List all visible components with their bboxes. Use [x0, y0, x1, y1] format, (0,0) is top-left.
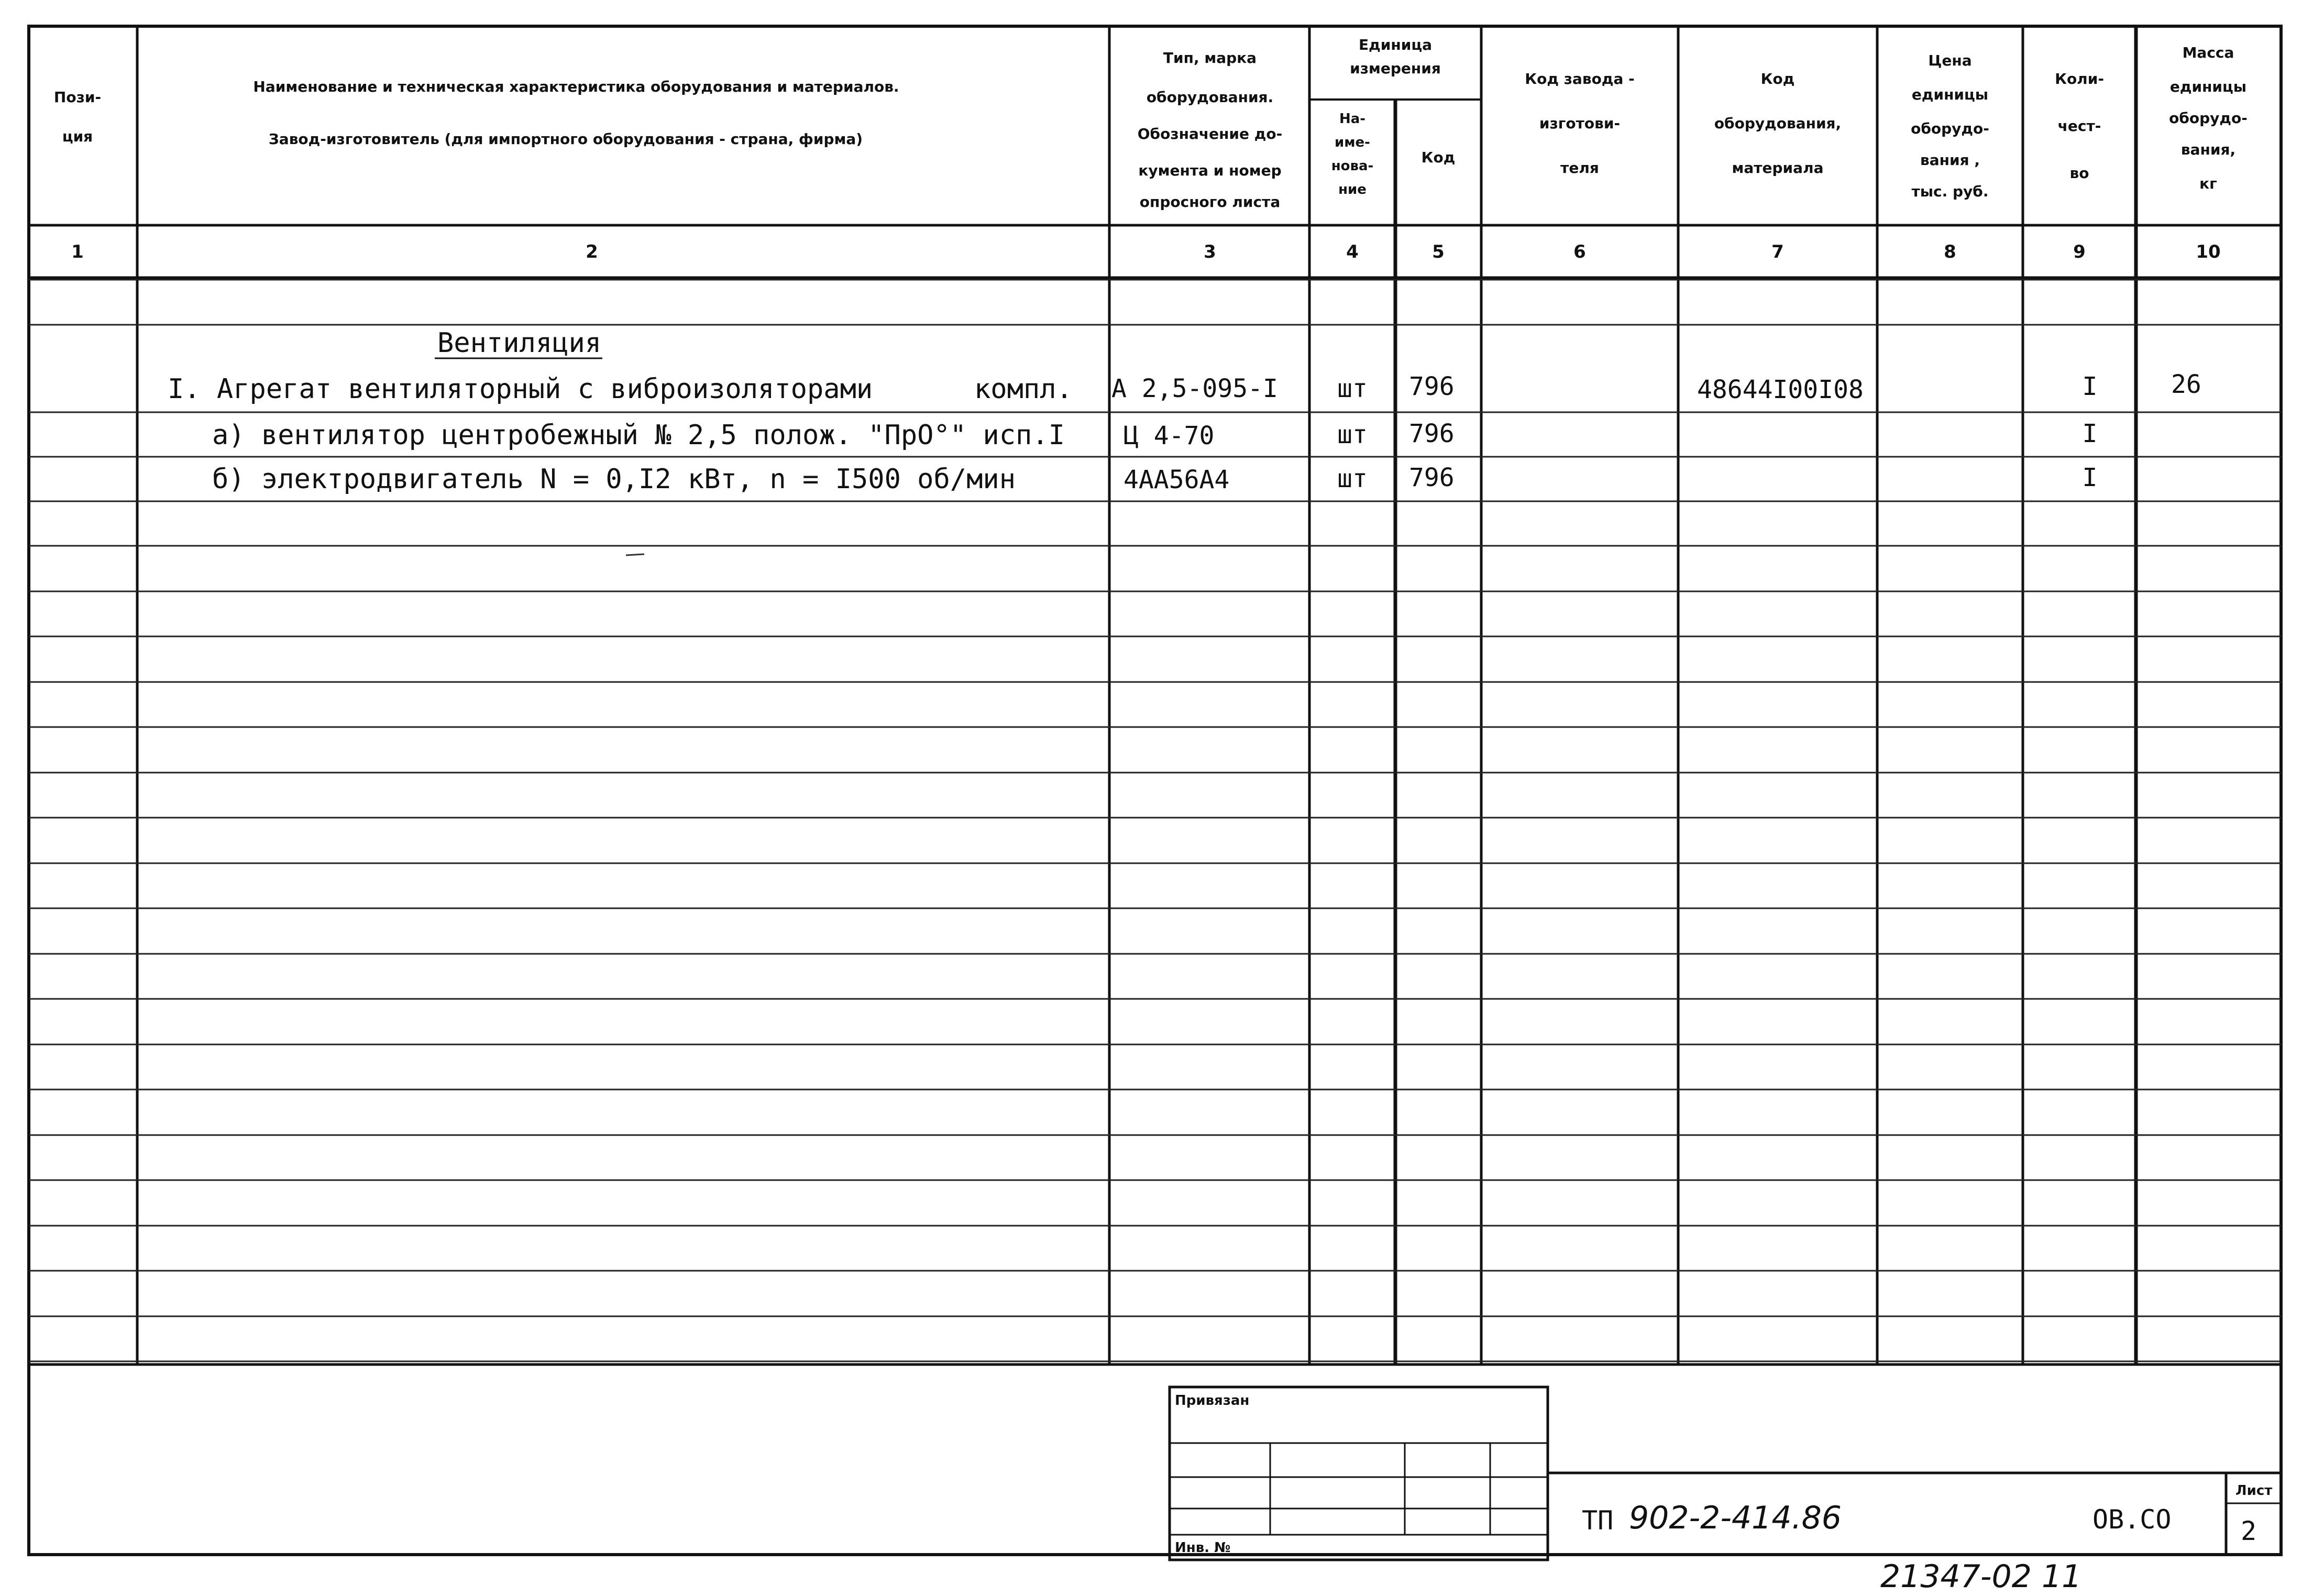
column-number: 4 — [1346, 241, 1359, 262]
inventory-label: Инв. № — [1175, 1540, 1231, 1556]
row-type: А 2,5-095-I — [1111, 374, 1278, 403]
doc-number: 902-2-414.86 — [1629, 1500, 1842, 1536]
row-unit-code: 796 — [1409, 372, 1455, 401]
binding-label: Привязан — [1175, 1393, 1250, 1408]
column-number: 9 — [2073, 241, 2086, 262]
table-row — [212, 463, 2097, 495]
header-equipment-code-line2: оборудования, — [1714, 115, 1842, 132]
table-header — [54, 36, 2248, 211]
header-quantity-line2: чест- — [2057, 117, 2101, 135]
row-quantity: I — [2082, 463, 2098, 492]
header-unit-group-line2: измерения — [1350, 60, 1441, 77]
header-mass-line5: кг — [2199, 175, 2217, 192]
header-factory-code-line1: Код завода - — [1525, 70, 1635, 87]
header-type-line1: Тип, марка — [1163, 49, 1257, 67]
header-price-line4: вания , — [1920, 151, 1980, 169]
column-number: 10 — [2196, 241, 2221, 262]
header-type-line3: Обозначение до- — [1137, 125, 1283, 142]
archive-number: 21347-02 11 — [1880, 1558, 2082, 1595]
header-mass-line4: вания, — [2180, 141, 2236, 158]
table-row — [168, 370, 2201, 405]
doc-code: ОВ.СО — [2092, 1504, 2172, 1535]
row-type: 4АА56А4 — [1124, 465, 1230, 494]
header-unit-code: Код — [1421, 149, 1456, 166]
row-unit-code: 796 — [1409, 463, 1455, 492]
row-unit: шт — [1337, 464, 1368, 493]
header-factory-code-line3: теля — [1560, 159, 1599, 177]
header-quantity-line3: во — [2069, 164, 2089, 182]
doc-prefix: ТП — [1582, 1505, 1614, 1536]
header-price-line1: Цена — [1928, 52, 1972, 69]
sheet-number: 2 — [2241, 1516, 2257, 1546]
header-name-line1: Наименование и техническая характеристика оборудования и материалов. — [253, 78, 899, 95]
row-type: Ц 4-70 — [1124, 421, 1215, 450]
column-number: 3 — [1204, 241, 1216, 262]
row-name-suffix: компл. — [974, 373, 1073, 405]
header-unit-group-line1: Единица — [1359, 36, 1432, 53]
header-price-line5: тыс. руб. — [1911, 183, 1989, 200]
table-body — [168, 327, 2201, 555]
header-unit-name-line1: На- — [1339, 111, 1366, 127]
row-unit: шт — [1337, 420, 1368, 449]
row-unit: шт — [1337, 374, 1368, 403]
column-number: 2 — [586, 241, 598, 262]
row-name: б) электродвигатель N = 0,I2 кВт, n = I500 об/мин — [212, 464, 1016, 495]
header-equipment-code-line3: материала — [1732, 159, 1824, 177]
row-unit-code: 796 — [1409, 419, 1455, 448]
column-number: 7 — [1771, 241, 1784, 262]
header-mass-line2: единицы — [2169, 78, 2247, 95]
sheet-label: Лист — [2235, 1483, 2273, 1499]
header-equipment-code-line1: Код — [1760, 70, 1795, 87]
column-number: 6 — [1573, 241, 1586, 262]
header-quantity-line1: Коли- — [2055, 70, 2104, 87]
header-unit-name-line3: нова- — [1331, 158, 1374, 174]
header-name-line2: Завод-изготовитель (для импортного оборудования - страна, фирма) — [268, 130, 863, 148]
header-factory-code-line2: изготови- — [1539, 115, 1621, 132]
column-number: 1 — [71, 241, 84, 262]
row-quantity: I — [2082, 419, 2098, 448]
header-position-line2: ция — [62, 128, 93, 145]
header-mass-line1: Масса — [2182, 44, 2234, 61]
header-type-line2: оборудования. — [1146, 89, 1274, 106]
stray-mark — [626, 554, 644, 555]
row-name: а) вентилятор центробежный № 2,5 полож. "ПрО°" исп.I — [212, 420, 1065, 451]
header-unit-name-line2: име- — [1335, 135, 1370, 150]
header-price-line2: единицы — [1911, 86, 1989, 103]
column-numbers-row — [71, 241, 2221, 262]
row-name: I. Агрегат вентиляторный с виброизоляторами — [168, 373, 873, 405]
header-price-line3: оборудо- — [1911, 120, 1989, 137]
row-equipment-code: 48644I00I08 — [1697, 375, 1864, 404]
header-type-line4: кумента и номер — [1138, 162, 1282, 179]
header-type-line5: опросного листа — [1139, 193, 1281, 211]
column-number: 8 — [1944, 241, 1956, 262]
section-title: Вентиляция — [437, 327, 602, 359]
table-row — [212, 419, 2097, 451]
row-quantity: I — [2082, 372, 2098, 401]
column-number: 5 — [1432, 241, 1445, 262]
header-unit-name-line4: ние — [1338, 182, 1367, 197]
header-mass-line3: оборудо- — [2169, 109, 2248, 127]
header-position-line1: Пози- — [53, 89, 102, 106]
row-mass: 26 — [2171, 370, 2201, 399]
table-frame — [29, 26, 2281, 1555]
